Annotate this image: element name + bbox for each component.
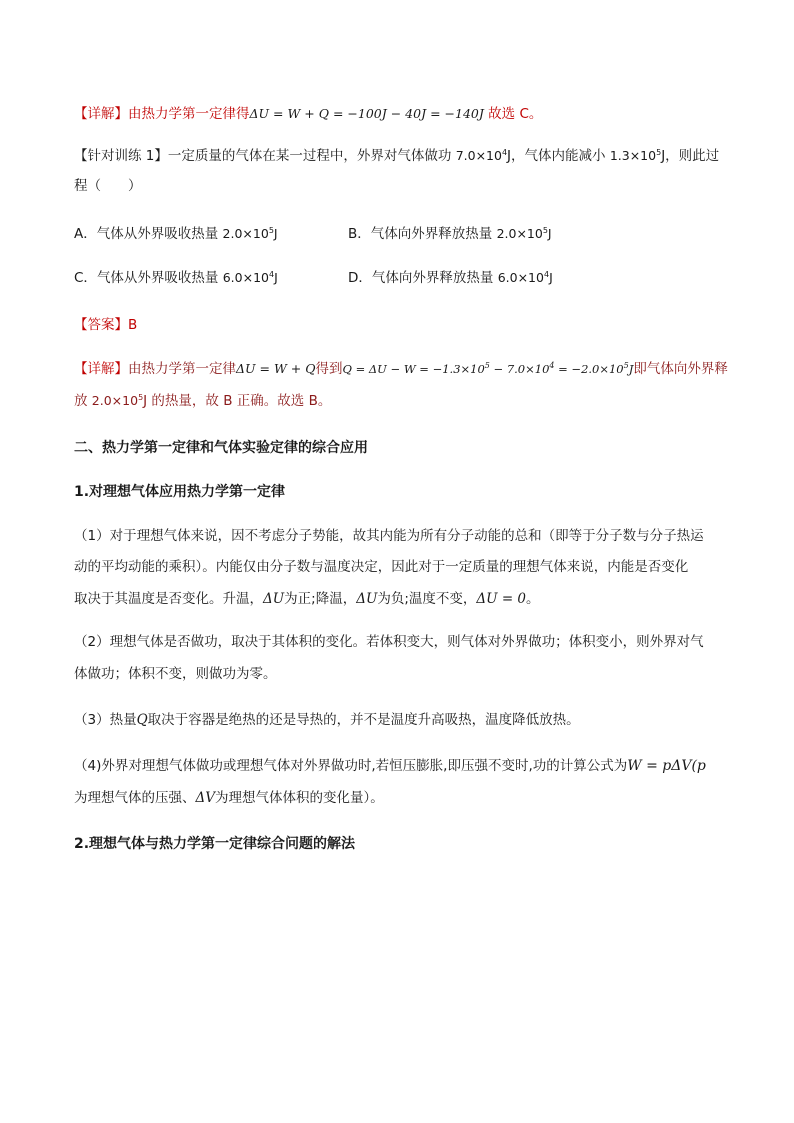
detail-text: J 的热量，故 B 正确。故选 B。 <box>143 393 332 409</box>
detail-text: 即气体向外界释 <box>633 361 728 377</box>
option-letter: C． <box>74 270 97 286</box>
option-value: 6.0×10 <box>497 270 544 285</box>
option-a[interactable] <box>74 225 278 243</box>
text: 为理想气体的压强、 <box>74 790 196 806</box>
math-symbol: ΔU <box>356 591 378 607</box>
math-symbol: W = pΔV <box>627 758 692 774</box>
formula: ΔU = W + Q = −100J − 40J = −140J <box>249 106 484 121</box>
exercise-question <box>74 147 719 165</box>
formula: J <box>628 362 634 376</box>
option-letter: B． <box>348 226 371 242</box>
subsection-title: 1.对理想气体应用热力学第一定律 <box>74 484 286 500</box>
subsection-title: 2.理想气体与热力学第一定律综合问题的解法 <box>74 836 356 852</box>
exercise-question-line2: 程（ ） <box>74 178 142 194</box>
option-text: 气体向外界释放热量 <box>371 270 498 286</box>
work-value: 7.0×10 <box>455 148 502 163</box>
option-unit: J <box>549 270 553 285</box>
answer <box>74 316 137 334</box>
option-unit: J <box>274 270 278 285</box>
text: 为负;温度不变， <box>377 591 477 607</box>
option-exponent: 5 <box>542 226 548 235</box>
text: 为理想气体体积的变化量）。 <box>215 790 384 806</box>
paragraph-2-line1: （2）理想气体是否做功，取决于其体积的变化。若体积变大，则气体对外界做功；体积变小，则外界对气 <box>74 634 704 650</box>
exponent: 5 <box>484 361 490 370</box>
exponent: 5 <box>623 361 629 370</box>
text: 为正;降温， <box>284 591 357 607</box>
heat-value: 2.0×10 <box>91 393 139 408</box>
text: 取决于其温度是否变化。升温， <box>74 591 263 607</box>
answer-tag: 【答案】 <box>74 317 128 333</box>
formula: Q = ΔU − W = −1.3×10 <box>342 362 485 376</box>
answer-value: B <box>128 317 138 333</box>
exponent: 4 <box>549 361 555 370</box>
math-symbol: (p <box>691 758 706 774</box>
math-symbol: ΔU = 0 <box>476 591 527 607</box>
option-text: 气体从外界吸收热量 <box>96 226 223 242</box>
energy-exponent: 5 <box>656 148 662 157</box>
option-exponent: 4 <box>269 270 275 279</box>
option-value: 2.0×10 <box>222 226 269 241</box>
formula: − 7.0×10 <box>489 362 550 376</box>
option-c[interactable] <box>74 269 278 287</box>
option-b[interactable] <box>348 225 552 243</box>
section-title: 二、热力学第一定律和气体实验定律的综合应用 <box>74 440 368 456</box>
option-exponent: 5 <box>268 226 274 235</box>
paragraph-1-line2: 动的平均动能的乘积）。内能仅由分子数与温度决定，因此对于一定质量的理想气体来说，内能是否变化 <box>74 559 689 575</box>
question-text: J，气体内能减小 <box>507 148 610 164</box>
detail-tag: 【详解】 <box>74 361 128 377</box>
paragraph-2-line2: 体做功；体积不变，则做功为零。 <box>74 666 277 682</box>
text: 取决于容器是绝热的还是导热的，并不是温度升高吸热，温度降低放热。 <box>147 712 580 728</box>
exponent: 5 <box>138 393 144 402</box>
detail-text: 由热力学第一定律得 <box>128 106 250 122</box>
text: （4)外界对理想气体做功或理想气体对外界做功时,若恒压膨胀,即压强不变时,功的计算公式为 <box>74 758 628 774</box>
detail-1 <box>74 105 542 123</box>
paragraph-1-line3 <box>74 590 540 608</box>
math-symbol: ΔV <box>195 790 215 806</box>
paragraph-4-line2 <box>74 789 384 807</box>
option-value: 6.0×10 <box>222 270 269 285</box>
text: （3）热量 <box>74 712 137 728</box>
question-text: 一定质量的气体在某一过程中，外界对气体做功 <box>167 148 456 164</box>
option-exponent: 4 <box>543 270 550 279</box>
math-symbol: Q <box>136 712 148 728</box>
option-text: 气体向外界释放热量 <box>370 226 497 242</box>
formula: ΔU = W + Q <box>236 361 316 376</box>
detail-2-line2 <box>74 392 331 410</box>
text: 。 <box>526 591 540 607</box>
energy-value: 1.3×10 <box>609 148 657 163</box>
detail-tag: 【详解】 <box>74 106 128 122</box>
detail-conclusion: 故选 C。 <box>488 106 543 122</box>
paragraph-1-line1: （1）对于理想气体来说，因不考虑分子势能，故其内能为所有分子动能的总和（即等于分子数与分子热运 <box>74 528 704 544</box>
formula: = −2.0×10 <box>554 362 624 376</box>
detail-text: 得到 <box>315 361 343 377</box>
option-unit: J <box>547 226 552 241</box>
question-text: J，则此过 <box>661 148 720 164</box>
paragraph-4-line1 <box>74 757 706 775</box>
option-text: 气体从外界吸收热量 <box>96 270 223 286</box>
work-exponent: 4 <box>501 148 508 157</box>
option-letter: A． <box>74 226 97 242</box>
option-letter: D． <box>348 270 372 286</box>
option-value: 2.0×10 <box>496 226 543 241</box>
exercise-tag: 【针对训练 1】 <box>74 148 168 164</box>
option-d[interactable] <box>348 269 553 287</box>
math-symbol: ΔU <box>263 591 285 607</box>
detail-2 <box>74 360 728 378</box>
detail-text: 由热力学第一定律 <box>128 361 236 377</box>
paragraph-3 <box>74 711 580 729</box>
detail-text: 放 <box>74 393 92 409</box>
option-unit: J <box>273 226 278 241</box>
